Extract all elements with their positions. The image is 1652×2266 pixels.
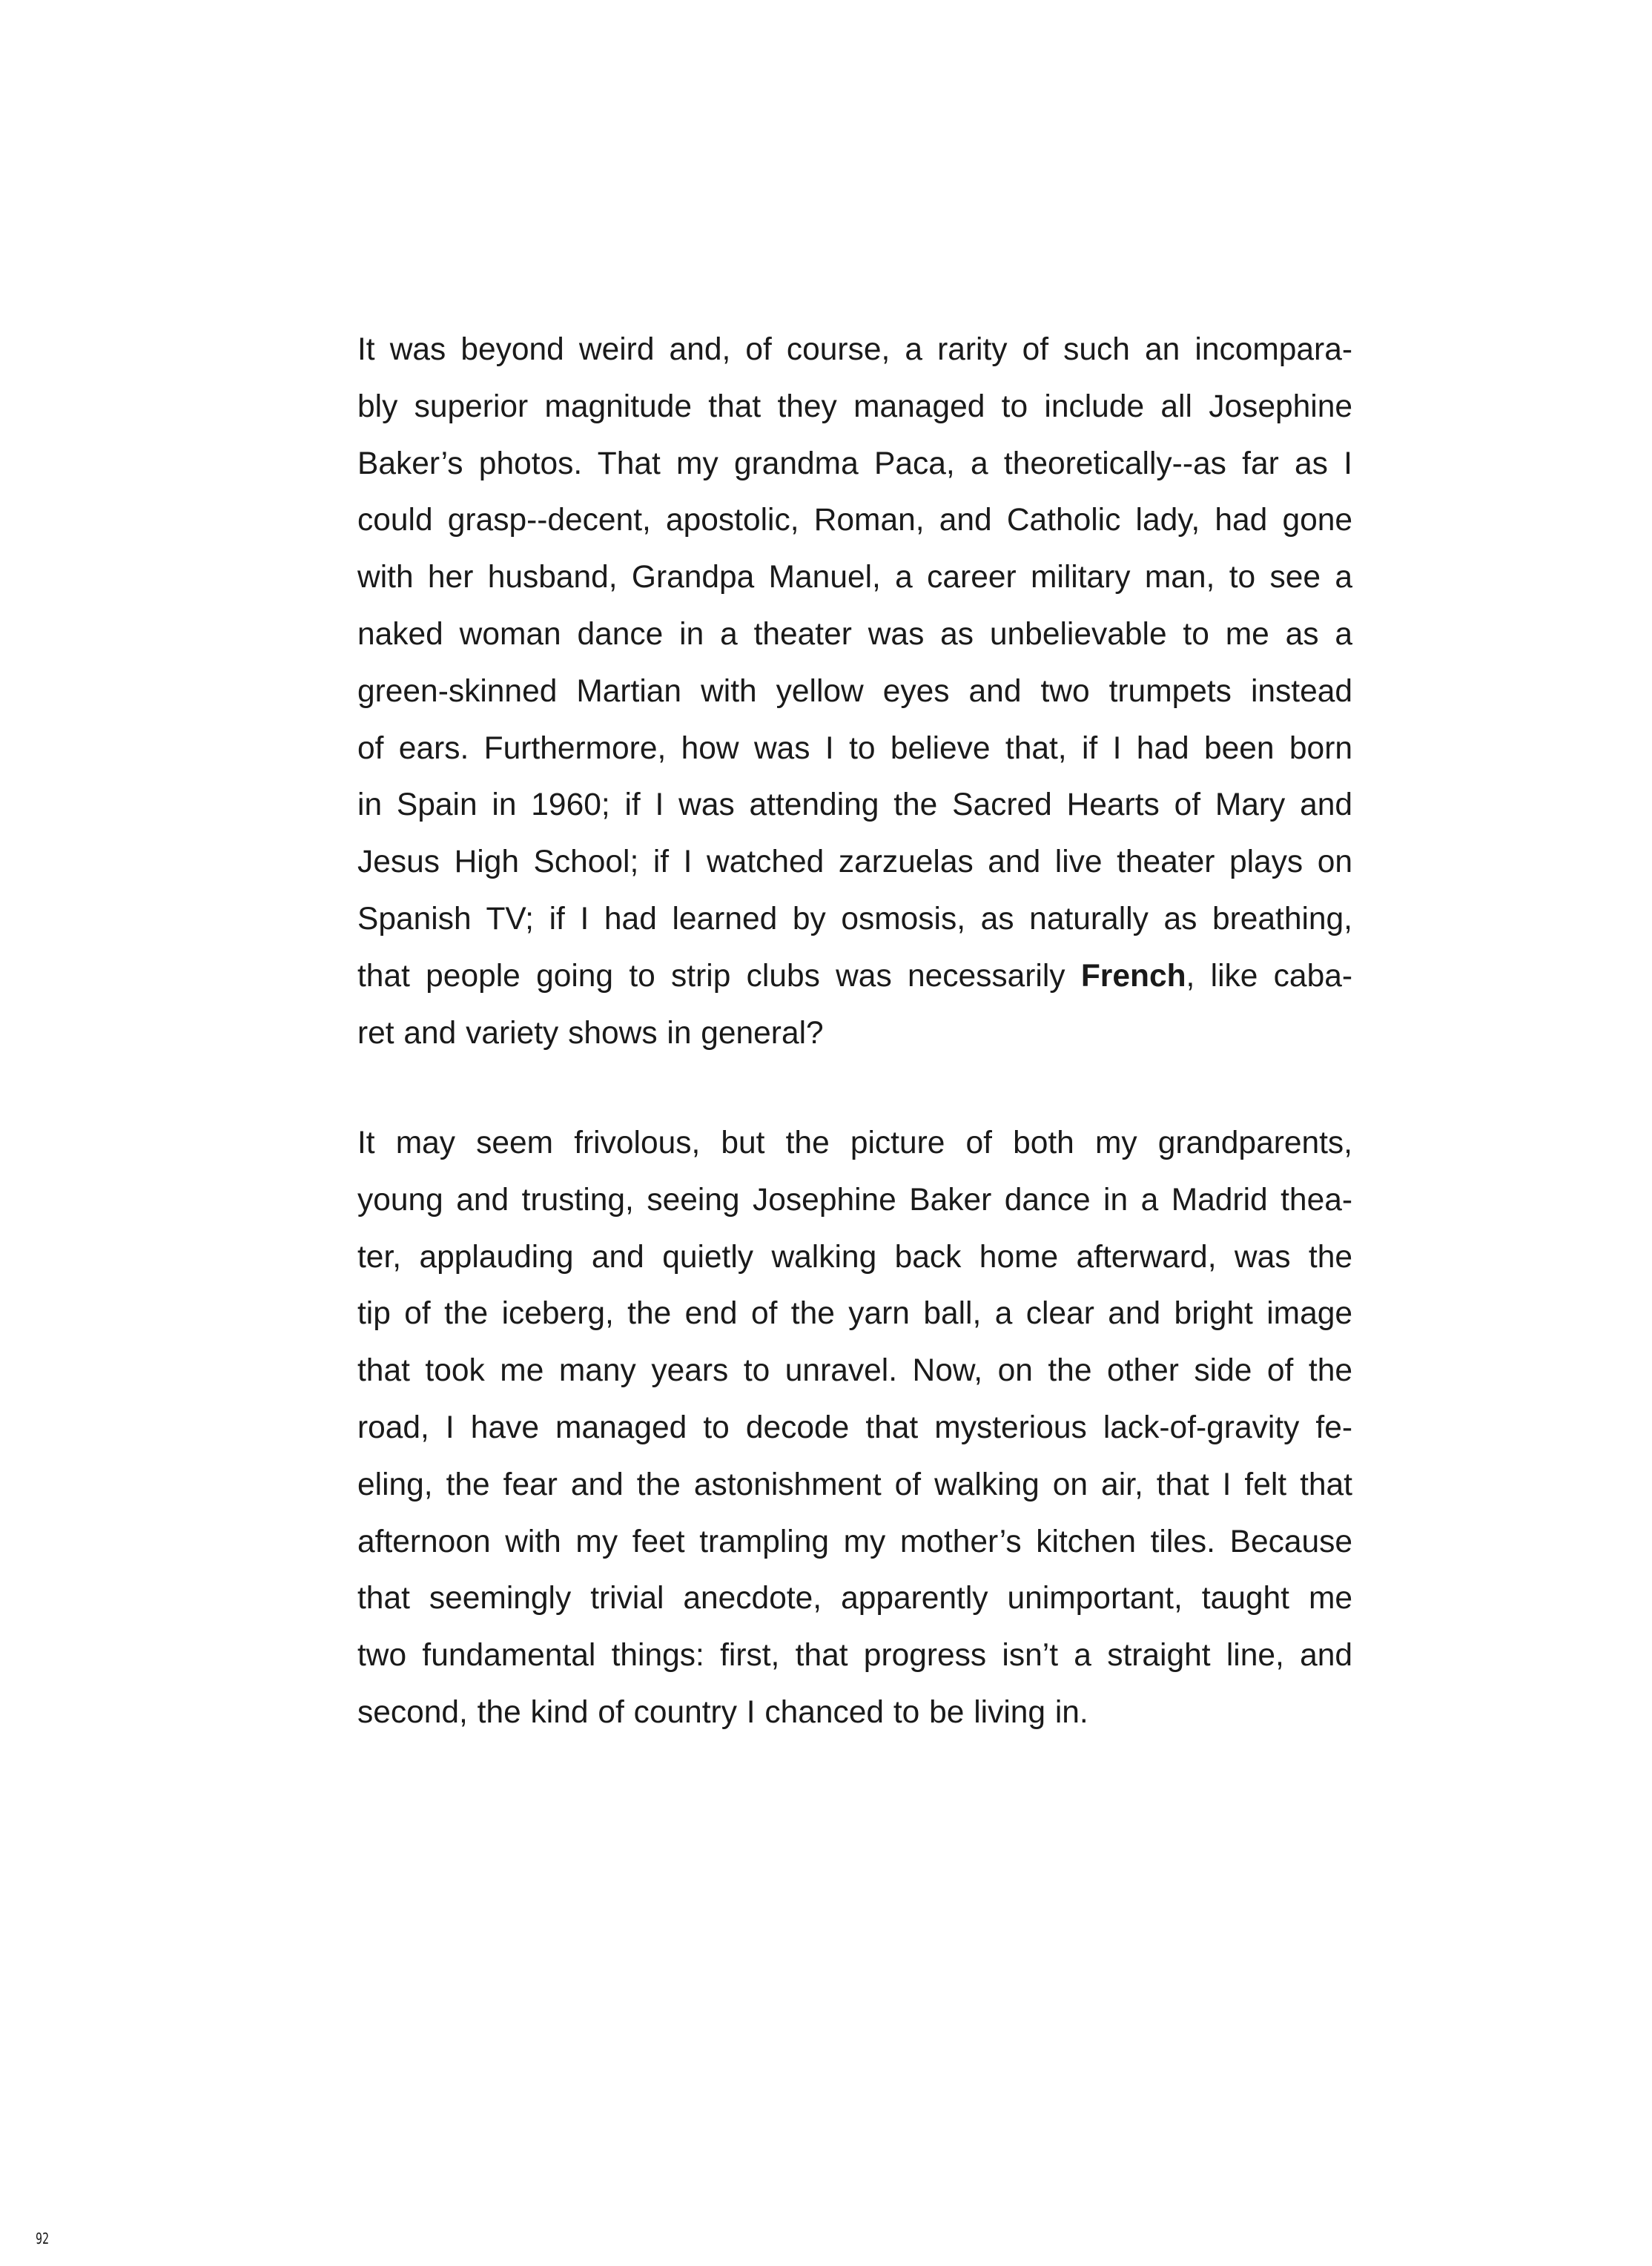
line-segment: , like caba- [1186,958,1352,994]
text-line: tip of the iceberg, the end of the yarn ball, a clear and bright image [357,1296,1352,1332]
text-line: could grasp--decent, apostolic, Roman, and Catholic lady, had gone [357,503,1352,538]
text-line: green-skinned Martian with yellow eyes and two trumpets instead [357,673,1352,709]
text-line: in Spain in 1960; if I was attending the Sacred Hearts of Mary and [357,787,1352,823]
text-line: road, I have managed to decode that mysterious lack-of-gravity fe- [357,1410,1352,1445]
text-line: young and trusting, seeing Josephine Baker dance in a Madrid thea- [357,1182,1352,1218]
page-number: 92 [36,2230,50,2247]
paragraph-2 [357,1115,1352,1742]
text-line: ret and variety shows in general? [357,1015,824,1051]
emphasized-word: French [1080,958,1186,994]
line-segment: that people going to strip clubs was necessarily [357,958,1081,994]
text-line: bly superior magnitude that they managed to include all Josephine [357,389,1352,424]
text-line: naked woman dance in a theater was as unbelievable to me as a [357,616,1352,652]
text-line: It was beyond weird and, of course, a rarity of such an incompara- [357,332,1352,367]
text-line: of ears. Furthermore, how was I to believe that, if I had been born [357,730,1352,766]
text-line: Spanish TV; if I had learned by osmosis, as naturally as breathing, [357,901,1352,937]
text-line: afternoon with my feet trampling my mother’s kitchen tiles. Because [357,1524,1352,1559]
text-line: with her husband, Grandpa Manuel, a career military man, to see a [357,560,1352,595]
paragraph-1 [357,322,1352,1062]
text-line: Jesus High School; if I watched zarzuelas and live theater plays on [357,845,1352,880]
text-line: two fundamental things: first, that progress isn’t a straight line, and [357,1638,1352,1674]
text-line: that seemingly trivial anecdote, apparently unimportant, taught me [357,1581,1352,1616]
text-line: It may seem frivolous, but the picture of both my grandparents, [357,1126,1352,1160]
text-line: ter, applauding and quietly walking back home afterward, was the [357,1239,1352,1275]
text-line: eling, the fear and the astonishment of walking on air, that I felt that [357,1467,1352,1502]
text-line-with-emphasis [357,948,1352,1005]
text-line: Baker’s photos. That my grandma Paca, a theoretically--as far as I [357,446,1352,481]
text-line: second, the kind of country I chanced to be living in. [357,1694,1088,1730]
text-line: that took me many years to unravel. Now, on the other side of the [357,1353,1352,1389]
